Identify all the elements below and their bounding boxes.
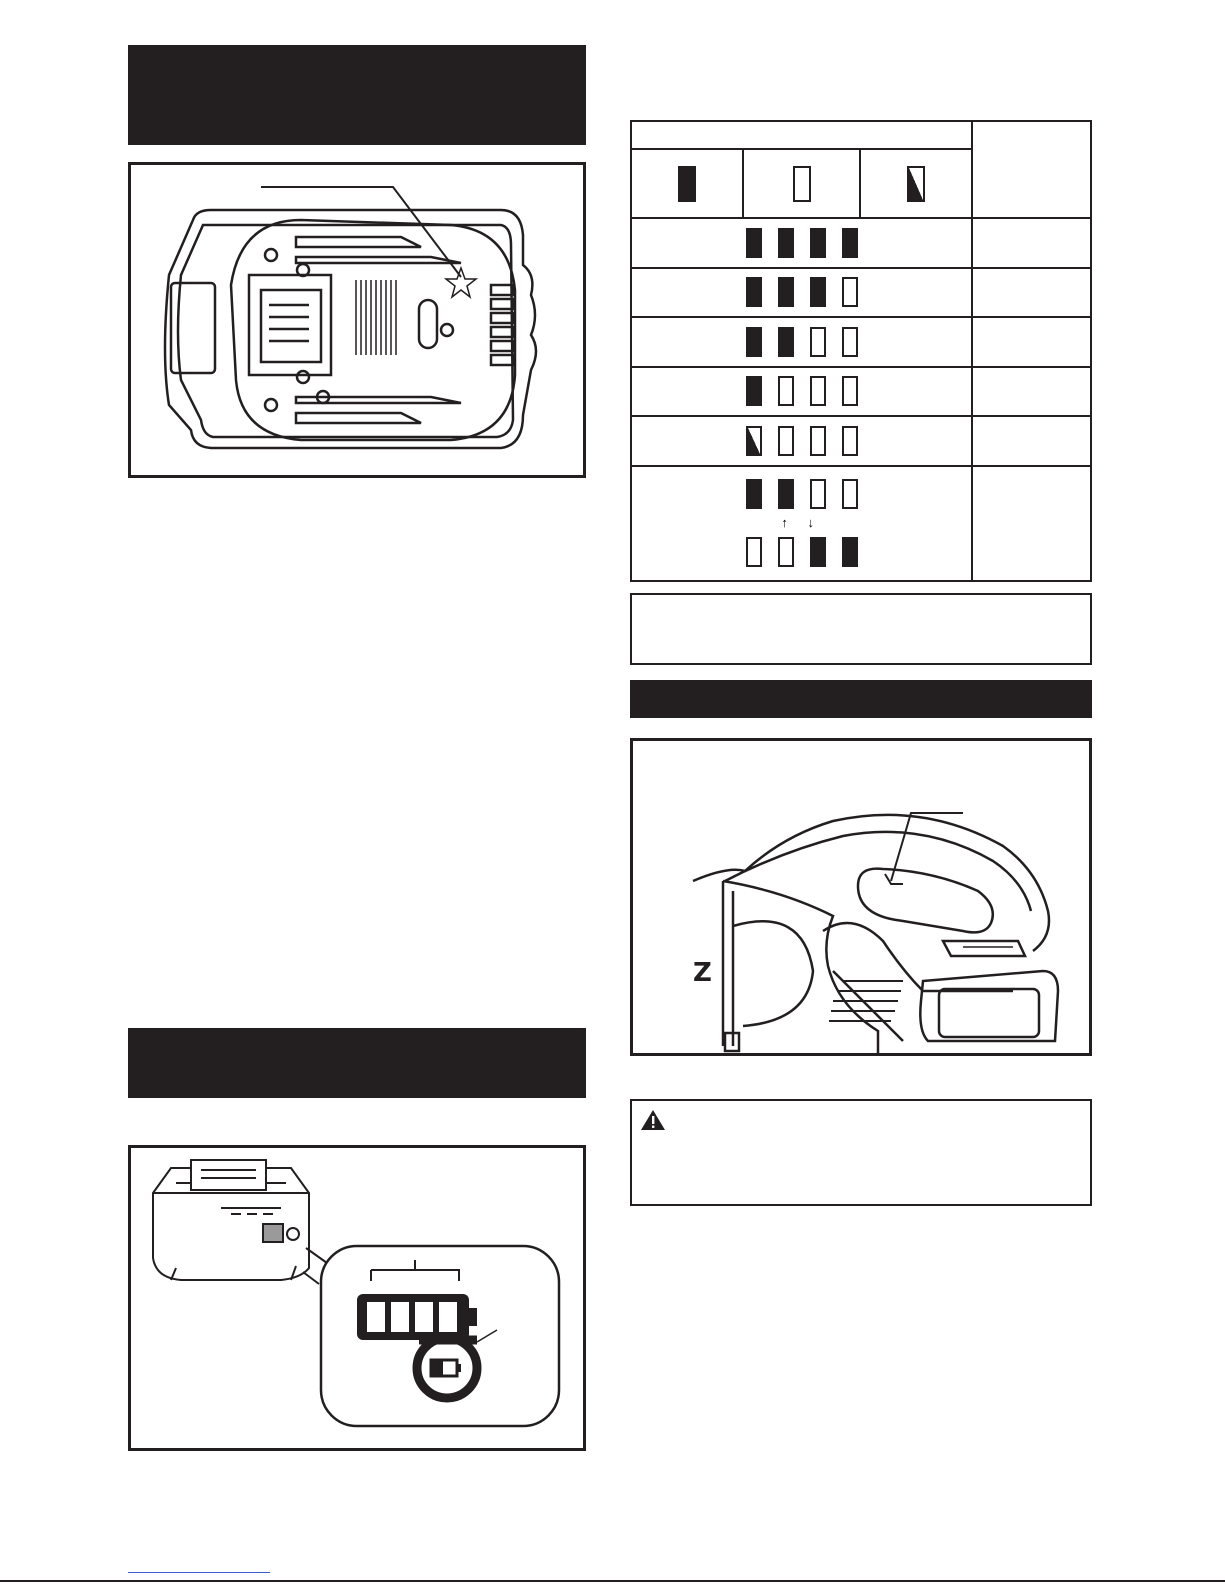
alternate-arrows: ↑ ↓ <box>781 515 823 531</box>
lamp-on-icon <box>810 537 826 567</box>
lamp-on-icon <box>810 277 826 307</box>
warning-triangle-icon <box>640 1109 666 1131</box>
lamp-on-icon <box>746 376 762 406</box>
lamp-off-icon <box>842 327 858 357</box>
lamp-on-icon <box>746 277 762 307</box>
indicator-row <box>631 268 972 318</box>
lamp-blink-icon <box>907 166 925 202</box>
indicator-row <box>631 367 972 417</box>
note-box <box>630 593 1092 665</box>
indicator-row <box>631 416 972 466</box>
lamp-on-icon <box>810 228 826 258</box>
indicator-row <box>631 466 972 581</box>
lamp-on-icon <box>746 479 762 509</box>
lamp-off-icon <box>842 479 858 509</box>
lamp-blink-icon <box>746 426 762 456</box>
section-header-bar-2 <box>128 1028 586 1098</box>
legend-off <box>743 149 859 218</box>
lamp-on-icon <box>778 228 794 258</box>
lamp-off-icon <box>810 479 826 509</box>
section-header-bar <box>128 45 586 145</box>
lamp-off-icon <box>778 376 794 406</box>
cleaner-drawing <box>633 741 1089 1053</box>
battery-top-drawing <box>131 165 583 475</box>
remaining-cell <box>972 317 1091 367</box>
remaining-cell <box>972 416 1091 466</box>
lamp-on-icon <box>678 166 696 202</box>
page-bottom-rule <box>0 1580 1225 1582</box>
battery-indicator-figure <box>128 1145 586 1451</box>
footer-link-underline[interactable] <box>128 1572 270 1573</box>
lamp-off-icon <box>810 426 826 456</box>
lamp-on-icon <box>778 327 794 357</box>
section-header-bar-3 <box>630 680 1092 718</box>
lamp-off-icon <box>842 376 858 406</box>
lamp-off-icon <box>746 537 762 567</box>
warning-box <box>630 1099 1092 1206</box>
battery-indicator-drawing <box>131 1148 583 1448</box>
indicator-table <box>630 120 1092 582</box>
lamp-on-icon <box>842 537 858 567</box>
lamp-off-icon <box>793 166 811 202</box>
remaining-cell <box>972 466 1091 581</box>
lamp-on-icon <box>746 327 762 357</box>
lamp-on-icon <box>778 479 794 509</box>
indicator-header <box>631 121 972 149</box>
logo-mark: Z <box>693 958 712 988</box>
lamp-on-icon <box>778 277 794 307</box>
cleaner-switch-figure <box>630 738 1092 1056</box>
indicator-row <box>631 317 972 367</box>
battery-top-figure <box>128 162 586 478</box>
lamp-off-icon <box>778 426 794 456</box>
remaining-cell <box>972 218 1091 268</box>
legend-blink <box>860 149 973 218</box>
remaining-cell <box>972 268 1091 318</box>
lamp-on-icon <box>746 228 762 258</box>
remaining-header <box>972 121 1091 218</box>
lamp-off-icon <box>810 327 826 357</box>
lamp-off-icon <box>842 277 858 307</box>
lamp-off-icon <box>810 376 826 406</box>
lamp-off-icon <box>842 426 858 456</box>
legend-on <box>631 149 743 218</box>
lamp-on-icon <box>842 228 858 258</box>
remaining-cell <box>972 367 1091 417</box>
lamp-off-icon <box>778 537 794 567</box>
indicator-row <box>631 218 972 268</box>
